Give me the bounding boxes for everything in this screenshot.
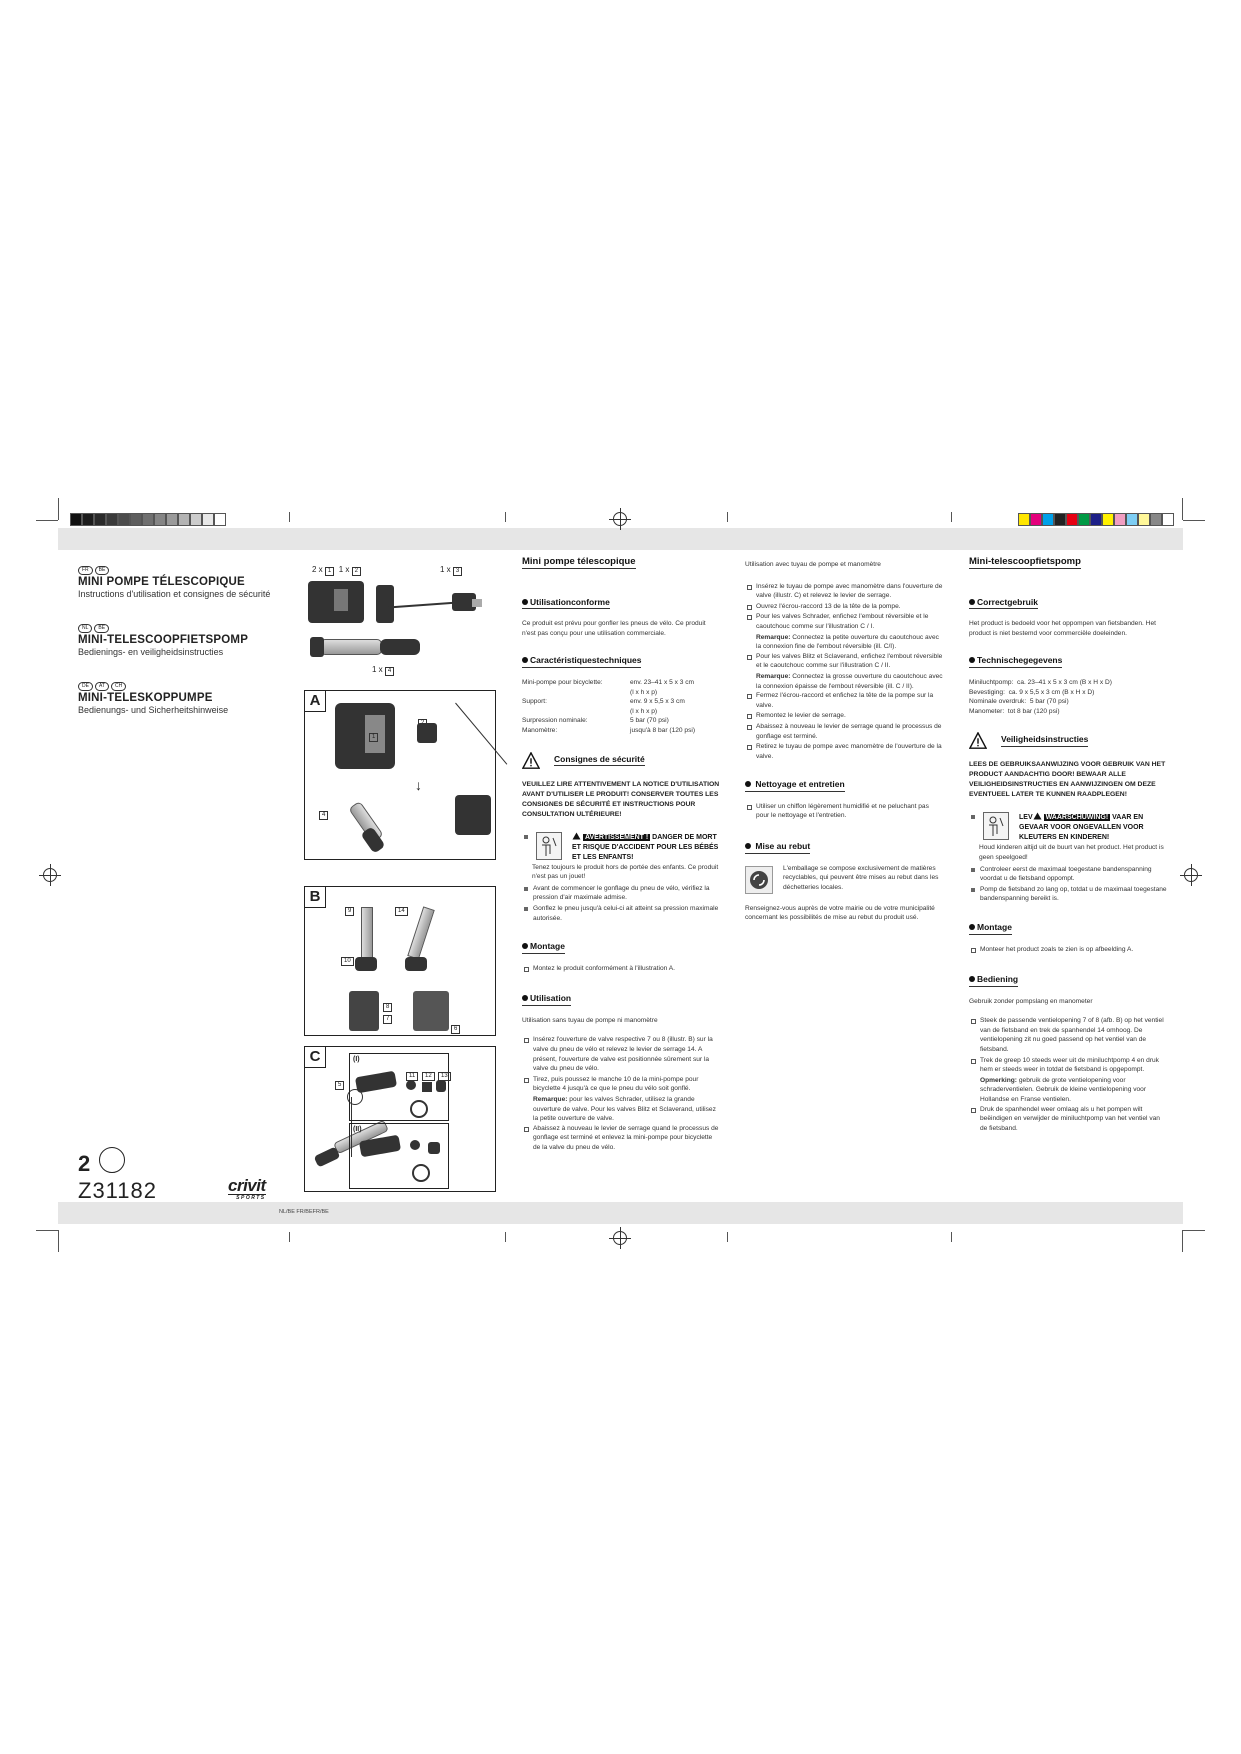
nl-heading-montage: Montage	[969, 923, 1012, 935]
nl-warning-label: WAARSCHUWING!	[1045, 814, 1109, 822]
cover-title-de: MINI-TELESKOPPUMPE	[78, 692, 213, 704]
figure-a	[304, 690, 496, 860]
nl-heading-use: Correctgebruik	[969, 598, 1038, 610]
bullet-dot-icon	[522, 599, 528, 605]
cover-subtitle-de: Bedienungs- und Sicherheitshinweise	[78, 705, 229, 715]
brand-sub: SPORTS	[228, 1194, 266, 1201]
cover-title-nl: MINI-TELESCOOPFIETSPOMP	[78, 634, 249, 646]
fr2-step: Remontez le levier de serrage.	[745, 711, 943, 721]
fr-warning-text: Tenez toujours le produit hors de portée des enfants. Ce produit n'est pas un jouet!	[532, 863, 719, 881]
fr2-step: Insérez le tuyau de pompe avec manomètre dans l'ouverture de valve (illustr. C) et relevez le levier de serrage.	[745, 582, 943, 601]
fr-heading-tech: Caractéristiquestechniques	[522, 656, 641, 668]
fig-b-num: 10	[341, 949, 354, 967]
fr-util-step: Tirez, puis poussez le manche 10 de la mini-pompe pour bicyclette 4 jusqu'à ce que le pneu du vélo soit gonflé.	[522, 1075, 720, 1094]
cover-subtitle-nl: Bedienings- en veiligheidsinstructies	[78, 647, 224, 657]
fr-section-title: Mini pompe télescopique	[522, 556, 636, 567]
figure-label: C	[305, 1047, 326, 1068]
cover-title-fr: MINI POMPE TÉLESCOPIQUE	[78, 576, 245, 588]
fr2-disposal-block: L'emballage se compose exclusivement de matières recyclables, qui peuvent être mises au rebut dans les déchetteries locales.	[745, 864, 943, 894]
bullet-dot-icon	[969, 976, 975, 982]
nl-warning-block	[969, 812, 1167, 862]
figure-c-inset-i: (I) 11 12 13	[349, 1053, 449, 1121]
fr2-heading-clean: Nettoyage et entretien	[745, 780, 845, 792]
part-number: 3	[453, 567, 462, 576]
nl-safety-caps: LEES DE GEBRUIKSAANWIJZING VOOR GEBRUIK VAN HET PRODUCT AANDACHTIG DOOR! BEWAAR ALLE VEILIGHEIDSINSTRUCTIES EN AANWIJZINGEN OM DEZE EVENTUEEL LATER TE KUNNEN RAADPLEGEN!	[969, 761, 1166, 799]
part-number: 1	[325, 567, 334, 576]
bullet-dot-icon	[969, 657, 975, 663]
lang-badge: BE	[94, 624, 109, 633]
part-number: 4	[385, 667, 394, 676]
fr2-step: Retirez le tuyau de pompe avec manomètre de l'ouverture de la valve.	[745, 742, 943, 761]
parts-qty-label: 2 x 1 1 x 2	[312, 565, 361, 576]
fr-util-remark: Remarque: pour les valves Schrader, utilisez la grande ouverture de valve. Pour les valves Blitz et Sclaverand, utilisez la petite ouverture de valve.	[533, 1096, 716, 1123]
parts-figure	[304, 563, 496, 681]
fr-util-intro: Utilisation sans tuyau de pompe ni manomètre	[522, 1016, 658, 1024]
page-number-circle-icon	[99, 1147, 125, 1173]
fr2-step: Pour les valves Blitz et Sclaverand, enfichez l'embout réversible et le caoutchouc comme sur l'illustration C / II.	[745, 652, 943, 671]
registration-mark-top	[613, 512, 627, 526]
fr-tech-table: Mini-pompe pour bicyclette: env. 23–41 x 5 x 3 cm (l x h x p) Support: env. 9 x 5,5 x 3 cm (l x h x p) Surpression nominale: 5 bar (70 psi) Manomètre: jusqu'à 8 bar (120 psi)	[522, 678, 696, 734]
nl-montage-step: Monteer het product zoals te zien is op afbeelding A.	[969, 945, 1167, 955]
fr-warning-bold: DANGER DE MORT ET RISQUE D'ACCIDENT POUR LES BÉBÉS ET LES ENFANTS!	[572, 833, 719, 861]
fr2-step: Pour les valves Schrader, enfichez l'embout réversible et le caoutchouc comme sur l'illustration C / I.	[745, 612, 943, 631]
bullet-dot-icon	[522, 657, 528, 663]
nl-use-text: Het product is bedoeld voor het oppompen van fietsbanden. Het product is niet bestemd voor commerciële doeleinden.	[969, 620, 1156, 637]
hose-illustration	[388, 602, 458, 609]
lang-badges-de	[78, 674, 278, 692]
nl-bed-remark: Opmerking: gebruik de grote ventielopening voor schraderventielen. Gebruik de kleine ventielopening voor Hollandse en Franse ventielen.	[980, 1076, 1147, 1104]
registration-mark-left	[43, 868, 57, 882]
nl-heading-safety: Veiligheidsinstructies	[1001, 735, 1088, 747]
fr-heading-util: Utilisation	[522, 994, 571, 1006]
page-number: 2	[78, 1151, 91, 1176]
footer-code: NL/BE FR/BEFR/BE	[279, 1209, 329, 1215]
cover-subtitle-fr: Instructions d'utilisation et consignes de sécurité	[78, 589, 271, 599]
fr2-clean-step: Utiliser un chiffon légèrement humidifié et ne peluchant pas pour le nettoyage et l'entretien.	[745, 802, 943, 821]
nl-warning-text: Houd kinderen altijd uit de buurt van het product. Het product is geen speelgoed!	[979, 844, 1164, 861]
figure-c-inset-ii: (II)	[349, 1123, 449, 1189]
nl-heading-bed: Bediening	[969, 975, 1018, 987]
fr-warning-block	[522, 832, 720, 882]
fr-util-step: Abaissez à nouveau le levier de serrage quand le processus de gonflage est terminé et enlevez la mini-pompe pour bicyclette de la valve du pneu de vélo.	[522, 1124, 720, 1153]
fr2-step: Ouvrez l'écrou-raccord 13 de la tête de la pompe.	[745, 602, 943, 612]
nl-warning-lev: LEV	[1019, 814, 1033, 822]
nl-heading-tech: Technischegegevens	[969, 656, 1062, 668]
bullet-dot-icon	[969, 599, 975, 605]
figure-c	[304, 1046, 496, 1192]
fr2-heading-disposal: Mise au rebut	[745, 842, 810, 854]
child-warning-icon	[536, 832, 562, 860]
strap-illustration	[376, 585, 394, 623]
fr-column-1	[522, 557, 720, 1154]
lang-badge: DE	[78, 682, 93, 691]
lang-badges-nl	[78, 616, 278, 634]
part-number: 2	[352, 567, 361, 576]
lang-badge: CH	[111, 682, 126, 691]
figure-b	[304, 886, 496, 1036]
nl-bed-step: Trek de greep 10 steeds weer uit de miniluchtpomp 4 en druk hem er steeds weer in totdat de fietsband is opgepompt.	[969, 1056, 1167, 1075]
bullet-dot-icon	[745, 843, 751, 849]
lang-badge: BE	[95, 566, 110, 575]
fr-intended-use-text: Ce produit est prévu pour gonfler les pneus de vélo. Ce produit n'est pas conçu pour une utilisation commerciale.	[522, 620, 706, 637]
fig-a-num: 1	[369, 725, 378, 743]
fr2-step: Fermez l'écrou-raccord et enfichez la tête de la pompe sur la valve.	[745, 691, 943, 710]
figure-label: A	[305, 691, 326, 712]
fig-b-num: 9	[345, 899, 354, 917]
fr2-disposal-text: Renseignez-vous auprès de votre mairie ou de votre municipalité concernant les possibilités de mise au rebut du produit usé.	[745, 904, 935, 922]
figure-label: B	[305, 887, 326, 908]
bullet-dot-icon	[745, 781, 751, 787]
bullet-dot-icon	[522, 943, 528, 949]
model-number: Z31182	[78, 1178, 157, 1203]
fr-montage-step: Montez le produit conformément à l'illustration A.	[522, 964, 720, 974]
registration-mark-bottom	[613, 1231, 627, 1245]
fig-b-num: 6	[451, 1017, 460, 1035]
fr-warning-label: AVERTISSEMENT !	[584, 833, 649, 841]
lang-badges-fr	[78, 558, 278, 576]
nl-bed-step: Steek de passende ventielopening 7 of 8 (afb. B) op het ventiel van de fietsband en trek de spanhendel 14 omhoog. De ventielopening zit nu goed passend op het ventiel van de fietsband.	[969, 1016, 1167, 1054]
fig-a-num: 4	[319, 803, 328, 821]
nl-section-title: Mini-telescoopfietspomp	[969, 556, 1081, 567]
recycle-green-dot-icon	[745, 866, 773, 894]
warning-triangle-icon	[1033, 812, 1042, 820]
fr-util-step: Insérez l'ouverture de valve respective 7 ou 8 (illustr. B) sur la valve du pneu de vélo et relevez le levier de serrage 14. A présent, l'ouverture de valve est positionnée sûrement sur la valve du pneu de vélo.	[522, 1035, 720, 1073]
bullet-dot-icon	[522, 995, 528, 1001]
warning-triangle-icon	[969, 732, 987, 750]
lang-badge: NL	[78, 624, 92, 633]
fr-safety-caps: VEUILLEZ LIRE ATTENTIVEMENT LA NOTICE D'UTILISATION AVANT D'UTILISER LE PRODUIT! CONSERVER TOUTES LES CONSIGNES DE SÉCURITÉ ET INSTRUCTIONS POUR CONSULTATION ULTÉRIEURE!	[522, 780, 720, 818]
parts-qty-label-4: 1 x 4	[372, 665, 394, 676]
nl-bed-step: Druk de spanhendel weer omlaag als u het pompen wilt beëindigen en verwijder de miniluchtpomp van het ventiel van de fietsband.	[969, 1105, 1167, 1134]
warning-triangle-icon	[522, 752, 540, 770]
fr-heading-intended-use: Utilisationconforme	[522, 598, 610, 610]
arrow-down-icon: ↓	[415, 777, 422, 793]
fr-safety-bullet: Gonflez le pneu jusqu'à celui-ci ait atteint sa pression maximale autorisée.	[522, 904, 720, 923]
nl-safety-heading-box	[969, 732, 1167, 750]
lang-badge: AT	[95, 682, 109, 691]
brand-logo	[228, 1176, 266, 1201]
fr-heading-montage: Montage	[522, 942, 565, 954]
fig-b-num: 14	[395, 899, 408, 917]
warning-triangle-icon	[572, 832, 581, 840]
fig-c-num: 5	[335, 1073, 344, 1091]
bottom-band	[58, 1202, 1183, 1224]
fr2-intro: Utilisation avec tuyau de pompe et manomètre	[745, 561, 881, 568]
fr2-remark: Remarque: Connectez la grosse ouverture du caoutchouc avec la connexion épaisse de l'embout réversible (ill. C / II).	[756, 672, 943, 690]
top-band	[58, 528, 1183, 550]
brand-name: crivit	[228, 1176, 266, 1195]
fr-safety-heading-box	[522, 752, 720, 770]
nl-column	[969, 557, 1167, 1134]
fr2-remark: Remarque: Connectez la petite ouverture du caoutchouc avec la connexion fine de l'embout réversible (ill. C/I).	[756, 633, 939, 651]
fig-b-num: 8	[383, 995, 392, 1013]
child-warning-icon	[983, 812, 1009, 840]
fr-column-2	[745, 560, 943, 927]
fig-b-num: 7	[383, 1007, 392, 1025]
bullet-dot-icon	[969, 924, 975, 930]
fr2-step: Abaissez à nouveau le levier de serrage quand le processus de gonflage est terminé.	[745, 722, 943, 741]
pump-illustration	[320, 639, 382, 655]
nl-bed-intro: Gebruik zonder pompslang en manometer	[969, 997, 1093, 1005]
nl-warning-bold: VAAR EN GEVAAR VOOR ONGEVALLEN VOOR KLEUTERS EN KINDEREN!	[1019, 814, 1144, 842]
registration-mark-right	[1184, 868, 1198, 882]
nl-safety-bullet: Pomp de fietsband zo lang op, totdat u de maximaal toegestane bandenspanning bereikt is.	[969, 885, 1167, 904]
lang-badge: FR	[78, 566, 93, 575]
nl-safety-bullet: Controleer eerst de maximaal toegestane bandenspanning voordat u de fietsband oppompt.	[969, 865, 1167, 884]
fr-safety-bullet: Avant de commencer le gonflage du pneu de vélo, vérifiez la pression d'air maximale admise.	[522, 884, 720, 903]
parts-qty-label-3: 1 x 3	[440, 565, 462, 576]
nl-tech-table: Miniluchtpomp: ca. 23–41 x 5 x 3 cm (B x H x D) Bevestiging: ca. 9 x 5,5 x 3 cm (B x H x D) Nominale overdruk: 5 bar (70 psi) Manometer: tot 8 bar (120 psi)	[969, 678, 1112, 715]
cover-column	[78, 558, 278, 715]
fr-heading-safety: Consignes de sécurité	[554, 755, 645, 767]
